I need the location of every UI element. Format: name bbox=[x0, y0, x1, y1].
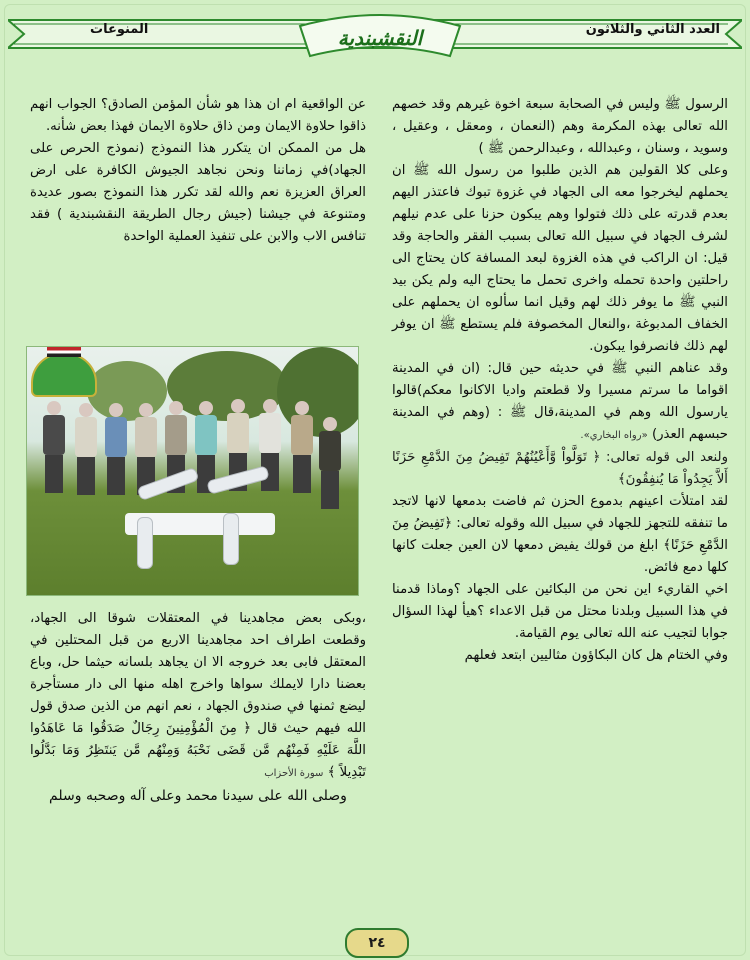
right-column bbox=[392, 94, 728, 667]
paragraph: وعلى كلا القولين هم الذين طلبوا من رسول الله ﷺ ان يحملهم ليخرجوا معه الى الجهاد في غزوة تبوك فاعتذر اليهم بعدم قدرته على ذلك فتولوا وهم يبكون حزنا على عدم نيلهم لشرف الجهاد في سبيل الله تعالى بسبب الفقر والحاجة وقد قيل: ان الراكب في هذه الغزوة لبعد المسافة كان يحتاج الى راحلتين واحدة تحمله واخرى تحمل ما يحتاج اليه ولم يكن بيد النبي ﷺ ما يوفر ذلك لهم وقيل انما سألوه ان يحملهم على الخفاف المدبوغة ،والنعال المخصوفة فلم يستطع ﷺ ان يوفر لهم ذلك فانصرفوا يبكون. bbox=[392, 163, 728, 354]
paragraph bbox=[30, 608, 366, 785]
paragraph: اخي القاريء اين نحن من البكائين على الجهاد ؟وماذا قدمنا في هذا السبيل وبلدنا محتل من قبل الاعداء ؟هيأ لهذا السؤال جوابا لتجيب عنه الله تعالى يوم القيامة. bbox=[392, 582, 728, 641]
page-title: النقشبندية bbox=[337, 26, 423, 50]
paragraph: الرسول ﷺ وليس في الصحابة سبعة اخوة غيرهم وقد خصهم الله تعالى بهذه المكرمة وهم (النعمان ، ومعقل ، وعقيل ، وسويد ، وسنان ، وعبدالله ، وعبدالرحمن ﷺ ) bbox=[392, 97, 728, 156]
person-figure bbox=[317, 417, 343, 509]
page-number: ٢٤ bbox=[345, 928, 409, 958]
hadith-reference: «رواه البخاري». bbox=[580, 430, 648, 441]
surah-reference: سورة الأحزاب bbox=[264, 768, 324, 779]
paragraph: لقد امتلأت اعينهم بدموع الحزن ثم فاضت بدمعها لانها لاتجد ما تنفقه للتجهز للجهاد في سبيل الله وقوله تعالى: ﴿تَفِيضُ مِنَ الدَّمْعِ حَزَنًا﴾ ابلغ من قولك يفيض دمعها لان العين جعلت كانها كلها دمع فائض. bbox=[392, 494, 728, 575]
left-column-bottom bbox=[30, 608, 366, 807]
paragraph-text: ،وبكى بعض مجاهدينا في المعتقلات شوقا الى الجهاد، وقطعت اطراف احد مجاهدينا الاربع من قبل المحتلين في المعتقل فابى بعد خروجه الا ان يجاهد بلسانه حيثما حل، وباع بعضنا دارا لايملك سواها واخرج اهله منها الى دار مستأجرة ليضع ثمنها في صندوق الجهاد ، نعم انهم من الذين صدق قول الله فيهم حيث قال ﴿ مِنَ الْمُؤْمِنِينَ رِجَالٌ صَدَقُوا مَا عَاهَدُوا اللَّهَ عَلَيْهِ فَمِنْهُم مَّن قَضَى نَحْبَهُ وَمِنْهُم مَّن يَنتَظِرُ وَمَا بَدَّلُوا تَبْدِيلاً ﴾ bbox=[30, 611, 366, 780]
paragraph: عن الواقعية ام ان هذا هو شأن المؤمن الصادق؟ الجواب انهم ذاقوا حلاوة الايمان ومن ذاق حلاوة الايمان فهذا بعض شأنه. bbox=[30, 97, 366, 134]
paragraph: وفي الختام هل كان البكاؤون مثاليين ابتعد فعلهم bbox=[464, 648, 728, 663]
logo-icon bbox=[31, 353, 97, 397]
group-photo bbox=[26, 346, 359, 596]
tube bbox=[223, 513, 239, 565]
person-figure bbox=[41, 401, 67, 493]
section-label: المنوعات bbox=[90, 22, 149, 37]
person-figure bbox=[103, 403, 129, 495]
tube bbox=[137, 517, 153, 569]
paragraph bbox=[392, 358, 728, 447]
quran-verse: ولنعد الى قوله تعالى: ﴿ تَوَلَّواْ وَّأَعْيُنُهُمْ تَفِيضُ مِنَ الدَّمْعِ حَزَنًا أَلاَّ يَجِدُواْ مَا يُنفِقُونَ﴾ bbox=[392, 450, 728, 487]
issue-label: العدد الثاني والثلاثون bbox=[585, 22, 720, 37]
left-column-top bbox=[30, 94, 366, 248]
person-figure bbox=[73, 403, 99, 495]
person-figure bbox=[289, 401, 315, 493]
hadith-text: وقد عناهم النبي ﷺ في حديثه حين قال: (ان في المدينة اقواما ما سرتم مسيرا ولا قطعتم واديا الاكانوا معكم)قالوا يارسول الله وهم في المدينة،قال ﷺ : (وهم في المدينة حبسهم العذر) bbox=[392, 361, 728, 442]
paragraph: هل من الممكن ان يتكرر هذا النموذج (نموذج الحرص على الجهاد)في زماننا ونحن نجاهد الجيوش الكافرة على ارض العراق العزيزة نعم والله لقد تكرر هذا النموذج بصور عديدة ومتنوعة في جيشنا (جيش رجال الطريقة النقشبندية ) فقد تنافس الاب والابن على تنفيذ العملية الواحدة bbox=[30, 141, 366, 244]
closing-prayer: وصلى الله على سيدنا محمد وعلى آله وصحبه وسلم bbox=[49, 788, 347, 804]
